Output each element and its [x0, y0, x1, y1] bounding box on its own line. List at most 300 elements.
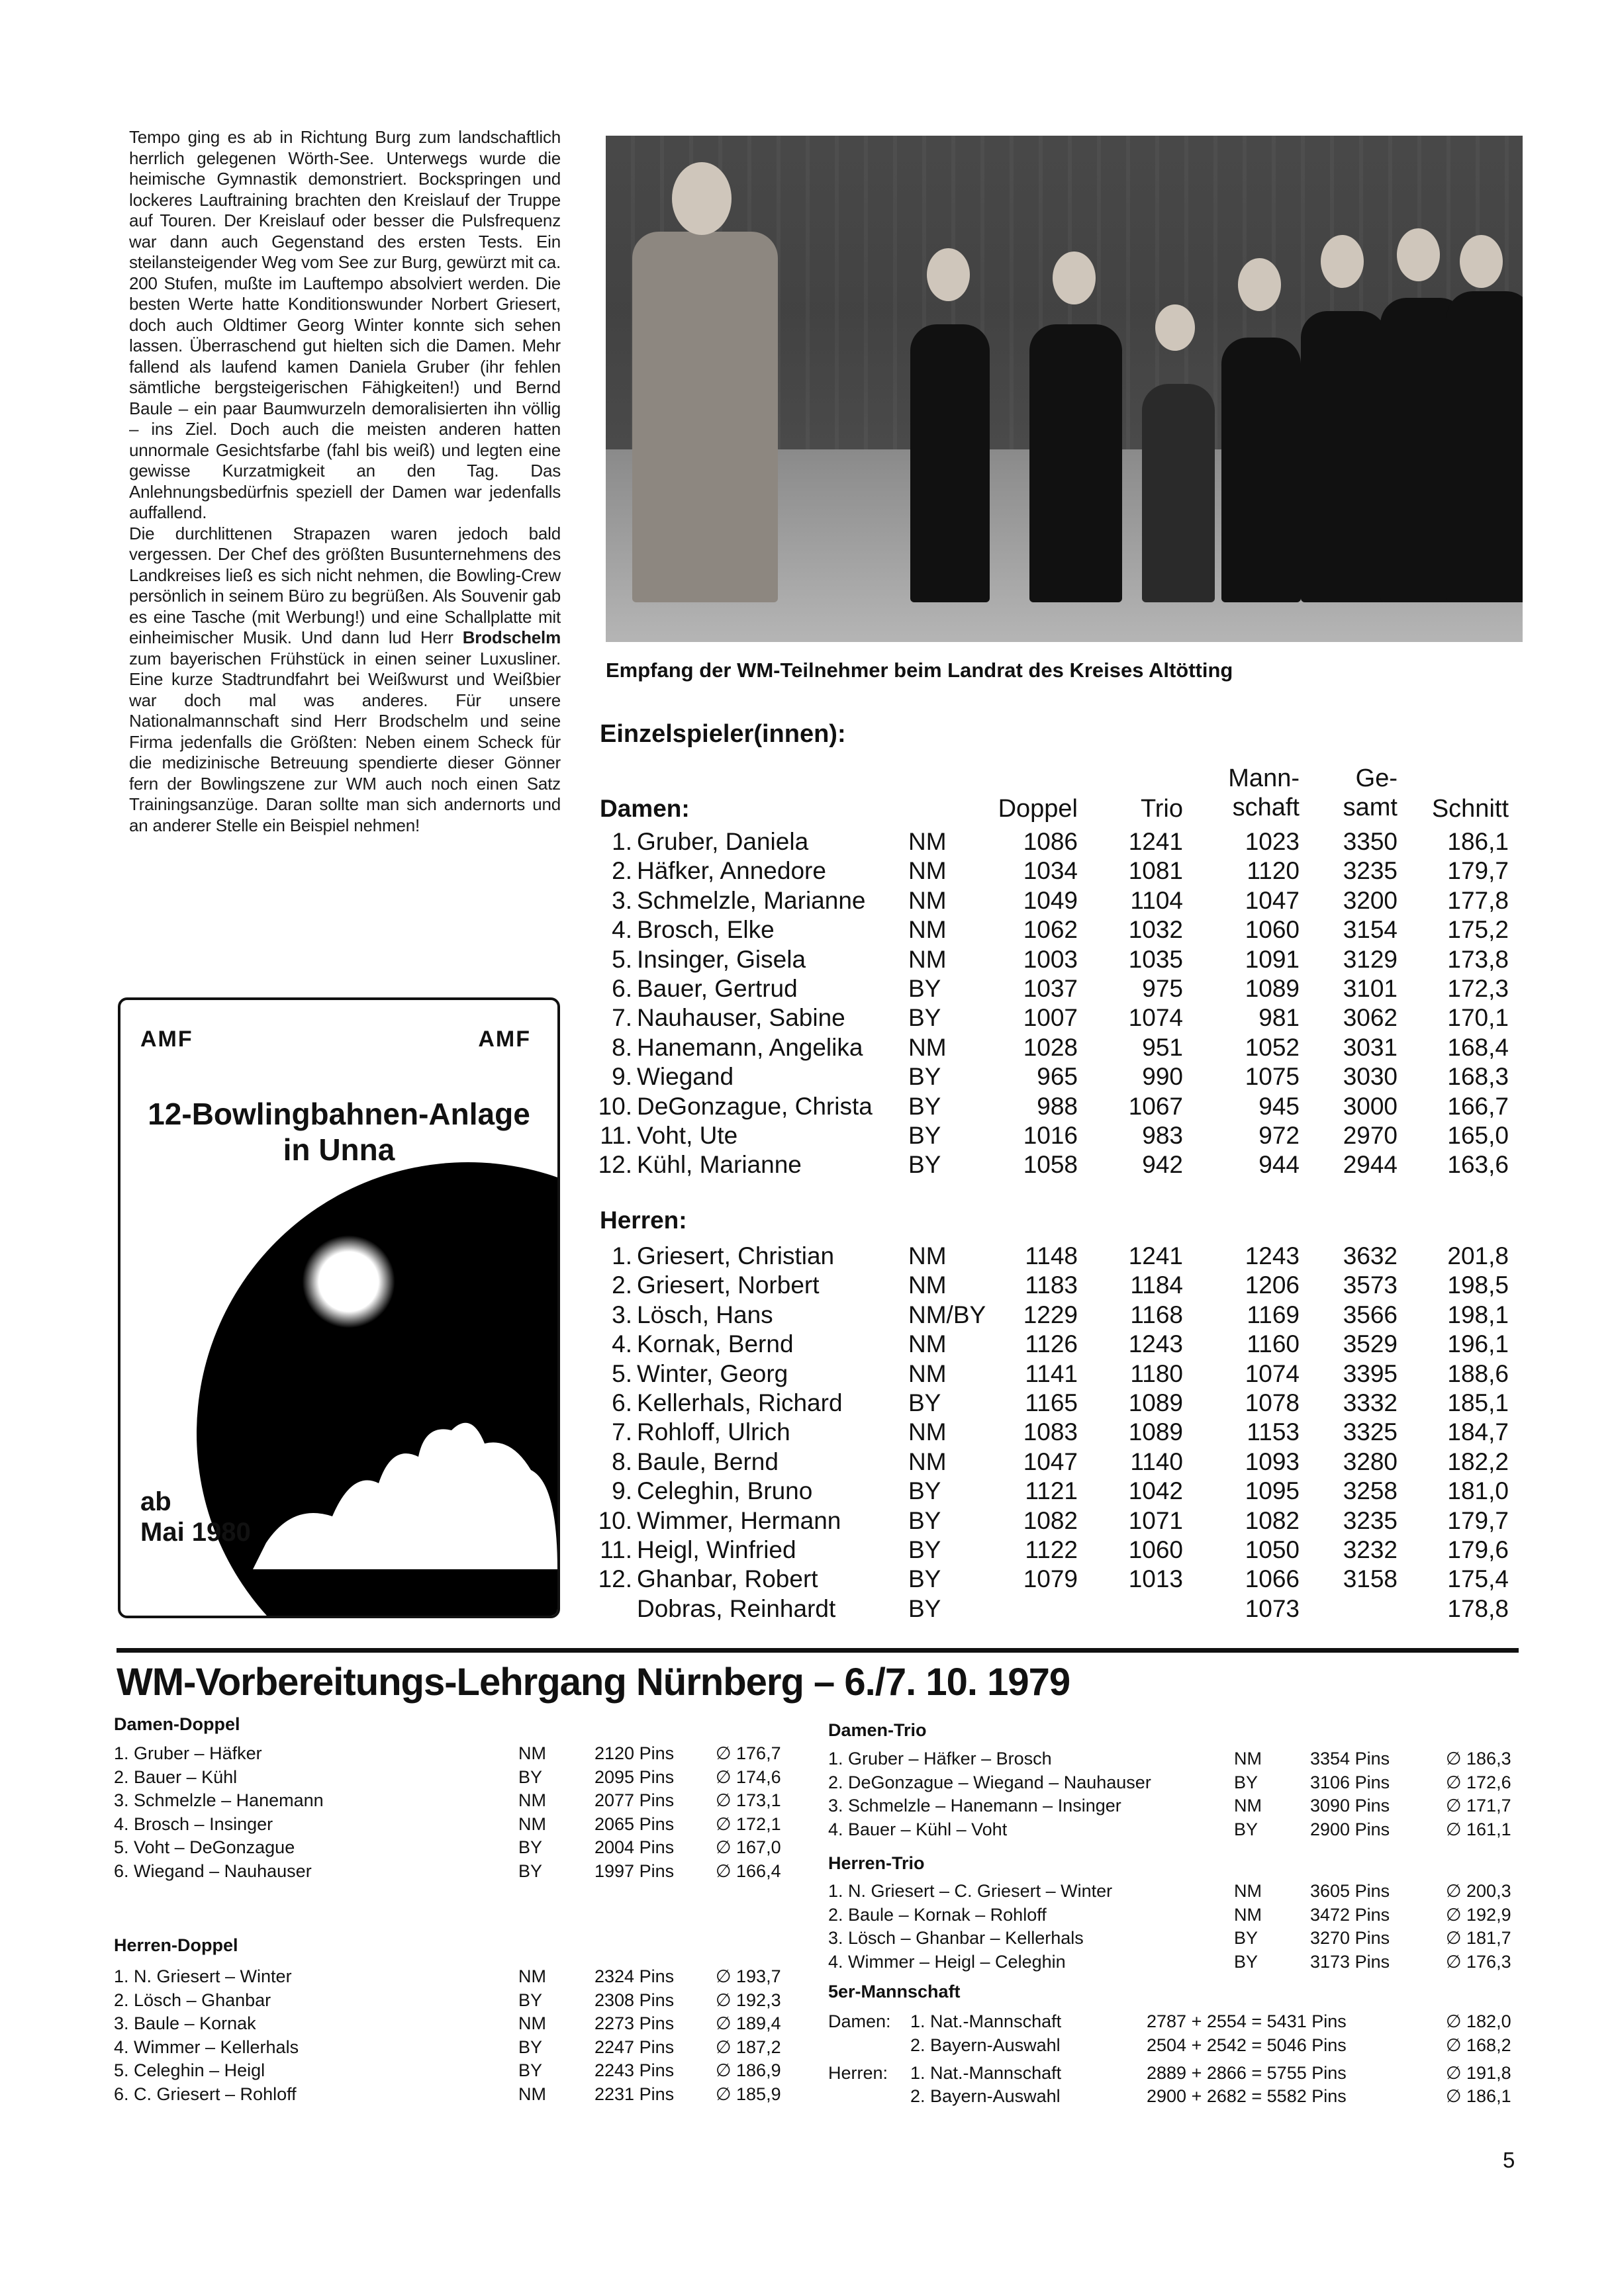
herren-doppel-name: 1. N. Griesert – Winter: [114, 1966, 292, 1986]
score-trio: 942: [1142, 1151, 1183, 1179]
score-doppel: 1082: [1023, 1506, 1078, 1534]
score-mann: 1060: [1245, 916, 1300, 944]
damen-doppel-name: 4. Brosch – Insinger: [114, 1814, 273, 1834]
club: NM: [908, 857, 947, 885]
score-gesamt: 3200: [1343, 886, 1398, 914]
table-row: [0, 1092, 1612, 1121]
score-gesamt: 3632: [1343, 1242, 1398, 1269]
damen-trio-club: BY: [1234, 1772, 1258, 1792]
damen-doppel-avg: ∅ 174,6: [716, 1767, 781, 1787]
mannschaft-team: 2. Bayern-Auswahl: [910, 2035, 1061, 2055]
score-doppel: 1126: [1025, 1330, 1078, 1358]
column-header-schnitt: Schnitt: [1431, 795, 1509, 823]
damen-trio-pins: 3090 Pins: [1310, 1796, 1390, 1815]
table-row: [0, 915, 1612, 944]
score-gesamt: 3235: [1343, 1506, 1398, 1534]
damen-doppel-avg: ∅ 173,1: [716, 1790, 781, 1810]
herren-trio-pins: 3472 Pins: [1310, 1904, 1390, 1925]
score-doppel: 1148: [1025, 1242, 1078, 1269]
damen-trio-avg: ∅ 161,1: [1446, 1819, 1511, 1839]
score-schnitt: 179,6: [1447, 1536, 1509, 1563]
section-herren_trio: Herren-Trio: [828, 1853, 925, 1873]
score-mann: 1160: [1247, 1330, 1300, 1358]
column-header-mann1: Mann-: [1228, 764, 1300, 792]
score-trio: 1243: [1128, 1330, 1183, 1358]
rank: 12.: [598, 1151, 632, 1179]
article-paragraph-2: [129, 524, 561, 837]
club: NM: [908, 828, 947, 855]
player-name: Wiegand: [637, 1063, 734, 1091]
club: NM: [908, 1418, 947, 1446]
score-gesamt: 2944: [1343, 1151, 1398, 1179]
herren-doppel-pins: 2231 Pins: [594, 2084, 675, 2104]
score-schnitt: 166,7: [1447, 1092, 1509, 1120]
photo-figure: [910, 324, 990, 602]
score-schnitt: 196,1: [1447, 1330, 1509, 1358]
table-row: [0, 1594, 1612, 1624]
score-gesamt: 3566: [1343, 1301, 1398, 1328]
player-name: Schmelzle, Marianne: [637, 886, 866, 914]
table-row: [0, 1506, 1612, 1536]
photo-head: [672, 162, 732, 235]
herren-doppel-name: 4. Wimmer – Kellerhals: [114, 2037, 299, 2057]
photo-head: [1155, 304, 1195, 351]
score-gesamt: 3529: [1343, 1330, 1398, 1358]
damen-doppel-name: 3. Schmelzle – Hanemann: [114, 1790, 324, 1810]
score-mann: 1089: [1245, 975, 1300, 1002]
table-row: [0, 1330, 1612, 1359]
rank: 4.: [612, 1330, 632, 1358]
player-name: Griesert, Norbert: [637, 1271, 820, 1299]
herren-doppel-avg: ∅ 192,3: [716, 1990, 781, 2010]
damen-trio-name: 1. Gruber – Häfker – Brosch: [828, 1749, 1052, 1768]
club: NM: [908, 916, 947, 944]
score-schnitt: 186,1: [1447, 828, 1509, 855]
score-schnitt: 182,2: [1447, 1447, 1509, 1475]
herren-doppel-avg: ∅ 189,4: [716, 2013, 781, 2033]
player-name: Voht, Ute: [637, 1122, 738, 1149]
table-row: [0, 886, 1612, 915]
score-schnitt: 188,6: [1447, 1359, 1509, 1387]
score-schnitt: 198,1: [1447, 1301, 1509, 1328]
herren-trio-club: BY: [1234, 1951, 1258, 1972]
score-trio: 1104: [1130, 886, 1183, 914]
score-trio: 1140: [1130, 1447, 1183, 1475]
score-doppel: 1141: [1025, 1359, 1078, 1387]
score-gesamt: 3350: [1343, 828, 1398, 855]
score-schnitt: 185,1: [1447, 1389, 1509, 1416]
club: BY: [908, 1594, 941, 1622]
score-mann: 981: [1258, 1004, 1300, 1032]
player-name: Gruber, Daniela: [637, 828, 809, 855]
damen-doppel-avg: ∅ 166,4: [716, 1860, 781, 1881]
herren-doppel-name: 6. C. Griesert – Rohloff: [114, 2084, 297, 2104]
score-schnitt: 179,7: [1447, 857, 1509, 885]
damen-trio-pins: 3106 Pins: [1310, 1772, 1390, 1792]
score-doppel: 1016: [1023, 1122, 1078, 1149]
score-trio: 951: [1142, 1033, 1183, 1061]
player-name: Ghanbar, Robert: [637, 1565, 818, 1593]
mannschaft-team: 1. Nat.-Mannschaft: [910, 2063, 1062, 2083]
damen-label: Damen:: [600, 795, 690, 822]
herren-doppel-pins: 2308 Pins: [594, 1990, 675, 2010]
herren-trio-name: 4. Wimmer – Heigl – Celeghin: [828, 1951, 1066, 1972]
herren-doppel-pins: 2243 Pins: [594, 2060, 675, 2080]
player-name: Dobras, Reinhardt: [637, 1594, 836, 1622]
table-row: [0, 827, 1612, 856]
rank: 2.: [612, 1271, 632, 1299]
score-doppel: 1058: [1023, 1151, 1078, 1179]
ad-date-line: ab: [140, 1487, 171, 1516]
damen-doppel-name: 1. Gruber – Häfker: [114, 1743, 262, 1763]
damen-doppel-pins: 2120 Pins: [594, 1743, 675, 1763]
damen-doppel-avg: ∅ 176,7: [716, 1743, 781, 1763]
club: NM: [908, 1447, 947, 1475]
photo-figure: [1301, 311, 1387, 602]
rank: 9.: [612, 1477, 632, 1505]
herren-doppel-avg: ∅ 186,9: [716, 2060, 781, 2080]
table-row: [0, 1301, 1612, 1330]
section-herren_doppel: Herren-Doppel: [114, 1935, 238, 1955]
photo-figure: [632, 232, 778, 602]
damen-doppel-name: 5. Voht – DeGonzague: [114, 1837, 295, 1857]
photo-head: [1397, 228, 1440, 281]
score-mann: 1093: [1245, 1447, 1300, 1475]
rank: 8.: [612, 1033, 632, 1061]
score-trio: 983: [1142, 1122, 1183, 1149]
mannschaft-team: 1. Nat.-Mannschaft: [910, 2011, 1062, 2031]
photo-head: [1460, 235, 1503, 288]
score-doppel: 988: [1037, 1092, 1078, 1120]
herren-trio-name: 1. N. Griesert – C. Griesert – Winter: [828, 1881, 1113, 1901]
damen-doppel-club: BY: [518, 1860, 543, 1881]
damen-doppel-pins: 2095 Pins: [594, 1767, 675, 1787]
score-schnitt: 165,0: [1447, 1122, 1509, 1149]
herren-doppel-club: BY: [518, 2037, 543, 2057]
herren-trio-avg: ∅ 181,7: [1446, 1928, 1511, 1948]
damen-doppel-avg: ∅ 172,1: [716, 1814, 781, 1834]
score-doppel: 1079: [1023, 1565, 1078, 1593]
score-mann: 1075: [1245, 1063, 1300, 1091]
section-title-einzelspieler: Einzelspieler(innen):: [600, 720, 846, 748]
score-trio: 1060: [1128, 1536, 1183, 1563]
player-name: Rohloff, Ulrich: [637, 1418, 790, 1446]
photo-head: [927, 248, 970, 301]
player-name: Insinger, Gisela: [637, 945, 806, 973]
damen-doppel-club: NM: [518, 1743, 546, 1763]
player-name: Celeghin, Bruno: [637, 1477, 813, 1505]
amf-logo: AMF: [478, 1027, 531, 1052]
herren-doppel-avg: ∅ 187,2: [716, 2037, 781, 2057]
score-schnitt: 173,8: [1447, 945, 1509, 973]
score-trio: 975: [1142, 975, 1183, 1002]
player-name: Winter, Georg: [637, 1359, 788, 1387]
rank: 9.: [612, 1063, 632, 1091]
club: BY: [908, 1565, 941, 1593]
herren-trio-avg: ∅ 176,3: [1446, 1951, 1511, 1972]
score-schnitt: 179,7: [1447, 1506, 1509, 1534]
damen-trio-name: 4. Bauer – Kühl – Voht: [828, 1819, 1008, 1839]
column-header-mann2: schaft: [1232, 794, 1300, 821]
article-text: [129, 127, 561, 836]
rank: 2.: [612, 857, 632, 885]
herren-trio-avg: ∅ 192,9: [1446, 1904, 1511, 1925]
damen-trio-club: BY: [1234, 1819, 1258, 1839]
column-header-ges2: samt: [1343, 794, 1398, 821]
score-mann: 1078: [1245, 1389, 1300, 1416]
player-name: Griesert, Christian: [637, 1242, 835, 1269]
club: NM: [908, 886, 947, 914]
score-mann: 1052: [1245, 1033, 1300, 1061]
player-name: Wimmer, Hermann: [637, 1506, 841, 1534]
club: BY: [908, 1092, 941, 1120]
ad-date-line: Mai 1980: [140, 1518, 251, 1547]
score-mann: 1073: [1245, 1594, 1300, 1622]
score-mann: 972: [1258, 1122, 1300, 1149]
herren-doppel-avg: ∅ 185,9: [716, 2084, 781, 2104]
club: BY: [908, 1122, 941, 1149]
rank: 1.: [612, 828, 632, 855]
club: BY: [908, 1536, 941, 1563]
section-damen_trio: Damen-Trio: [828, 1720, 927, 1740]
damen-trio-pins: 3354 Pins: [1310, 1749, 1390, 1768]
score-mann: 944: [1258, 1151, 1300, 1179]
table-row: [0, 1150, 1612, 1179]
player-name: Bauer, Gertrud: [637, 975, 798, 1002]
damen-trio-avg: ∅ 186,3: [1446, 1749, 1511, 1768]
table-row: [0, 1477, 1612, 1506]
damen-doppel-pins: 1997 Pins: [594, 1860, 675, 1881]
player-name: DeGonzague, Christa: [637, 1092, 873, 1120]
table-row: [0, 945, 1612, 974]
club: NM: [908, 945, 947, 973]
score-trio: 1042: [1128, 1477, 1183, 1505]
score-trio: 1241: [1128, 1242, 1183, 1269]
score-schnitt: 178,8: [1447, 1594, 1509, 1622]
score-gesamt: 3062: [1343, 1004, 1398, 1032]
player-name: Lösch, Hans: [637, 1301, 773, 1328]
lehrgang-title: WM-Vorbereitungs-Lehrgang Nürnberg – 6./7. 10. 1979: [117, 1661, 1070, 1704]
damen-trio-avg: ∅ 172,6: [1446, 1772, 1511, 1792]
herren-doppel-club: NM: [518, 1966, 546, 1986]
photo-figure: [1029, 324, 1122, 602]
photo-figure: [1221, 338, 1301, 602]
club: NM: [908, 1359, 947, 1387]
score-doppel: 1007: [1023, 1004, 1078, 1032]
table-row: [0, 856, 1612, 886]
score-mann: 1153: [1247, 1418, 1300, 1446]
rank: 10.: [598, 1092, 632, 1120]
score-gesamt: 3030: [1343, 1063, 1398, 1091]
club: NM: [908, 1033, 947, 1061]
damen-trio-club: NM: [1234, 1749, 1262, 1768]
player-name: Heigl, Winfried: [637, 1536, 796, 1563]
section-damen_doppel: Damen-Doppel: [114, 1714, 240, 1734]
herren-doppel-club: NM: [518, 2084, 546, 2104]
photo-figure: [1446, 291, 1523, 602]
score-trio: 1089: [1128, 1418, 1183, 1446]
ad-title-line: 12-Bowlingbahnen-Anlage: [148, 1097, 530, 1131]
table-row: [0, 1003, 1612, 1033]
herren-trio-pins: 3270 Pins: [1310, 1928, 1390, 1948]
club: BY: [908, 1477, 941, 1505]
damen-doppel-pins: 2004 Pins: [594, 1837, 675, 1857]
score-mann: 1023: [1245, 828, 1300, 855]
score-gesamt: 3573: [1343, 1271, 1398, 1299]
rank: 11.: [600, 1122, 632, 1149]
player-name: Kühl, Marianne: [637, 1151, 802, 1179]
score-trio: 1013: [1128, 1565, 1183, 1593]
club: BY: [908, 1004, 941, 1032]
damen-doppel-club: BY: [518, 1837, 543, 1857]
amf-logo: AMF: [140, 1027, 193, 1052]
score-doppel: 965: [1037, 1063, 1078, 1091]
score-gesamt: 3235: [1343, 857, 1398, 885]
club: BY: [908, 975, 941, 1002]
table-row: [0, 1121, 1612, 1150]
score-gesamt: 3258: [1343, 1477, 1398, 1505]
score-doppel: 1229: [1023, 1301, 1078, 1328]
score-schnitt: 170,1: [1447, 1004, 1509, 1032]
table-row: [0, 1242, 1612, 1271]
rank: 4.: [612, 916, 632, 944]
damen-doppel-club: NM: [518, 1814, 546, 1834]
score-mann: 1206: [1245, 1271, 1300, 1299]
damen-trio-name: 3. Schmelzle – Hanemann – Insinger: [828, 1796, 1121, 1815]
mannschaft-calc: 2889 + 2866 = 5755 Pins: [1147, 2063, 1347, 2083]
damen-doppel-club: NM: [518, 1790, 546, 1810]
damen-doppel-name: 6. Wiegand – Nauhauser: [114, 1860, 312, 1881]
score-gesamt: 3000: [1343, 1092, 1398, 1120]
score-schnitt: 175,2: [1447, 916, 1509, 944]
page-number: 5: [1503, 2148, 1515, 2172]
club: NM: [908, 1271, 947, 1299]
rank: 3.: [612, 1301, 632, 1328]
score-schnitt: 177,8: [1447, 886, 1509, 914]
mannschaft-calc: 2900 + 2682 = 5582 Pins: [1147, 2086, 1347, 2106]
table-row: [0, 1447, 1612, 1477]
mannschaft-avg: ∅ 182,0: [1446, 2011, 1511, 2031]
score-trio: 1180: [1130, 1359, 1183, 1387]
score-schnitt: 198,5: [1447, 1271, 1509, 1299]
score-doppel: 1083: [1023, 1418, 1078, 1446]
table-row: [0, 974, 1612, 1003]
score-gesamt: 3325: [1343, 1418, 1398, 1446]
score-gesamt: 3280: [1343, 1447, 1398, 1475]
photo-figure: [1142, 384, 1215, 602]
score-schnitt: 168,3: [1447, 1063, 1509, 1091]
herren-trio-name: 3. Lösch – Ghanbar – Kellerhals: [828, 1928, 1084, 1948]
club: NM/BY: [908, 1301, 986, 1328]
table-row: [0, 1359, 1612, 1389]
ad-title-line: in Unna: [283, 1132, 395, 1167]
rank: 6.: [612, 1389, 632, 1416]
article-bold-name: Brodschelm: [462, 627, 561, 647]
herren-trio-club: NM: [1234, 1881, 1262, 1901]
mannschaft-avg: ∅ 191,8: [1446, 2063, 1511, 2083]
herren-doppel-pins: 2247 Pins: [594, 2037, 675, 2057]
club: BY: [908, 1506, 941, 1534]
score-gesamt: 3158: [1343, 1565, 1398, 1593]
table-row: [0, 1565, 1612, 1594]
article-text-span: zum bayerischen Frühstück in einen seiner Luxusliner. Eine kurze Stadtrundfahrt bei Weißwurst und Weißbier war doch mal was anderes. Für unsere Nationalmannschaft sind Herr Brodschelm und seine Firma jedenfalls die Größten: Neben einem Scheck für die medizinische Betreuung spendierte dieser Gönner fern der Bowlingszene zur WM auch noch einen Satz Trainingsanzüge. Daran sollte man sich andernorts und an anderer Stelle ein Beispiel nehmen!: [129, 648, 561, 835]
rank: 5.: [612, 945, 632, 973]
herren-doppel-avg: ∅ 193,7: [716, 1966, 781, 1986]
table-row: [0, 1271, 1612, 1300]
mannschaft-team: 2. Bayern-Auswahl: [910, 2086, 1061, 2106]
rank: 10.: [598, 1506, 632, 1534]
score-doppel: 1003: [1023, 945, 1078, 973]
herren-trio-club: BY: [1234, 1928, 1258, 1948]
column-header-ges1: Ge-: [1355, 764, 1398, 792]
damen-doppel-club: BY: [518, 1767, 543, 1787]
score-trio: 1067: [1128, 1092, 1183, 1120]
club: BY: [908, 1151, 941, 1179]
score-gesamt: 3031: [1343, 1033, 1398, 1061]
herren-doppel-club: BY: [518, 2060, 543, 2080]
herren-trio-avg: ∅ 200,3: [1446, 1881, 1511, 1901]
herren-doppel-name: 2. Lösch – Ghanbar: [114, 1990, 271, 2010]
herren-trio-club: NM: [1234, 1904, 1262, 1925]
table-row: [0, 1062, 1612, 1091]
photo-head: [1053, 252, 1096, 304]
score-schnitt: 172,3: [1447, 975, 1509, 1002]
score-doppel: 1086: [1023, 828, 1078, 855]
mannschaft-calc: 2504 + 2542 = 5046 Pins: [1147, 2035, 1347, 2055]
herren-trio-pins: 3605 Pins: [1310, 1881, 1390, 1901]
score-doppel: 1049: [1023, 886, 1078, 914]
damen-doppel-avg: ∅ 167,0: [716, 1837, 781, 1857]
score-gesamt: 3395: [1343, 1359, 1398, 1387]
score-schnitt: 168,4: [1447, 1033, 1509, 1061]
damen-doppel-pins: 2077 Pins: [594, 1790, 675, 1810]
rank: 12.: [598, 1565, 632, 1593]
score-doppel: 1183: [1025, 1271, 1078, 1299]
score-trio: 1081: [1128, 857, 1183, 885]
player-name: Häfker, Annedore: [637, 857, 826, 885]
photo-head: [1321, 235, 1364, 288]
section-mannschaft: 5er-Mannschaft: [828, 1982, 961, 2001]
damen-trio-name: 2. DeGonzague – Wiegand – Nauhauser: [828, 1772, 1151, 1792]
score-trio: 1184: [1130, 1271, 1183, 1299]
herren-doppel-name: 3. Baule – Kornak: [114, 2013, 256, 2033]
score-gesamt: 3154: [1343, 916, 1398, 944]
damen-doppel-pins: 2065 Pins: [594, 1814, 675, 1834]
rank: 11.: [600, 1536, 632, 1563]
herren-doppel-pins: 2324 Pins: [594, 1966, 675, 1986]
mannschaft-avg: ∅ 168,2: [1446, 2035, 1511, 2055]
mannschaft-calc: 2787 + 2554 = 5431 Pins: [1147, 2011, 1347, 2031]
score-mann: 1120: [1247, 857, 1300, 885]
score-schnitt: 201,8: [1447, 1242, 1509, 1269]
score-doppel: 1047: [1023, 1447, 1078, 1475]
column-header-doppel: Doppel: [998, 795, 1078, 823]
rank: 7.: [612, 1418, 632, 1446]
player-name: Kornak, Bernd: [637, 1330, 794, 1358]
mannschaft-group: Herren:: [828, 2063, 888, 2083]
score-doppel: 1062: [1023, 916, 1078, 944]
score-trio: 1074: [1128, 1004, 1183, 1032]
herren-doppel-pins: 2273 Pins: [594, 2013, 675, 2033]
score-trio: 990: [1142, 1063, 1183, 1091]
herren-doppel-name: 5. Celeghin – Heigl: [114, 2060, 265, 2080]
herren-label: Herren:: [600, 1207, 687, 1234]
table-row: [0, 1418, 1612, 1447]
photo-head: [1238, 258, 1281, 311]
table-row: [0, 1536, 1612, 1565]
score-trio: 1032: [1128, 916, 1183, 944]
score-doppel: 1121: [1025, 1477, 1078, 1505]
